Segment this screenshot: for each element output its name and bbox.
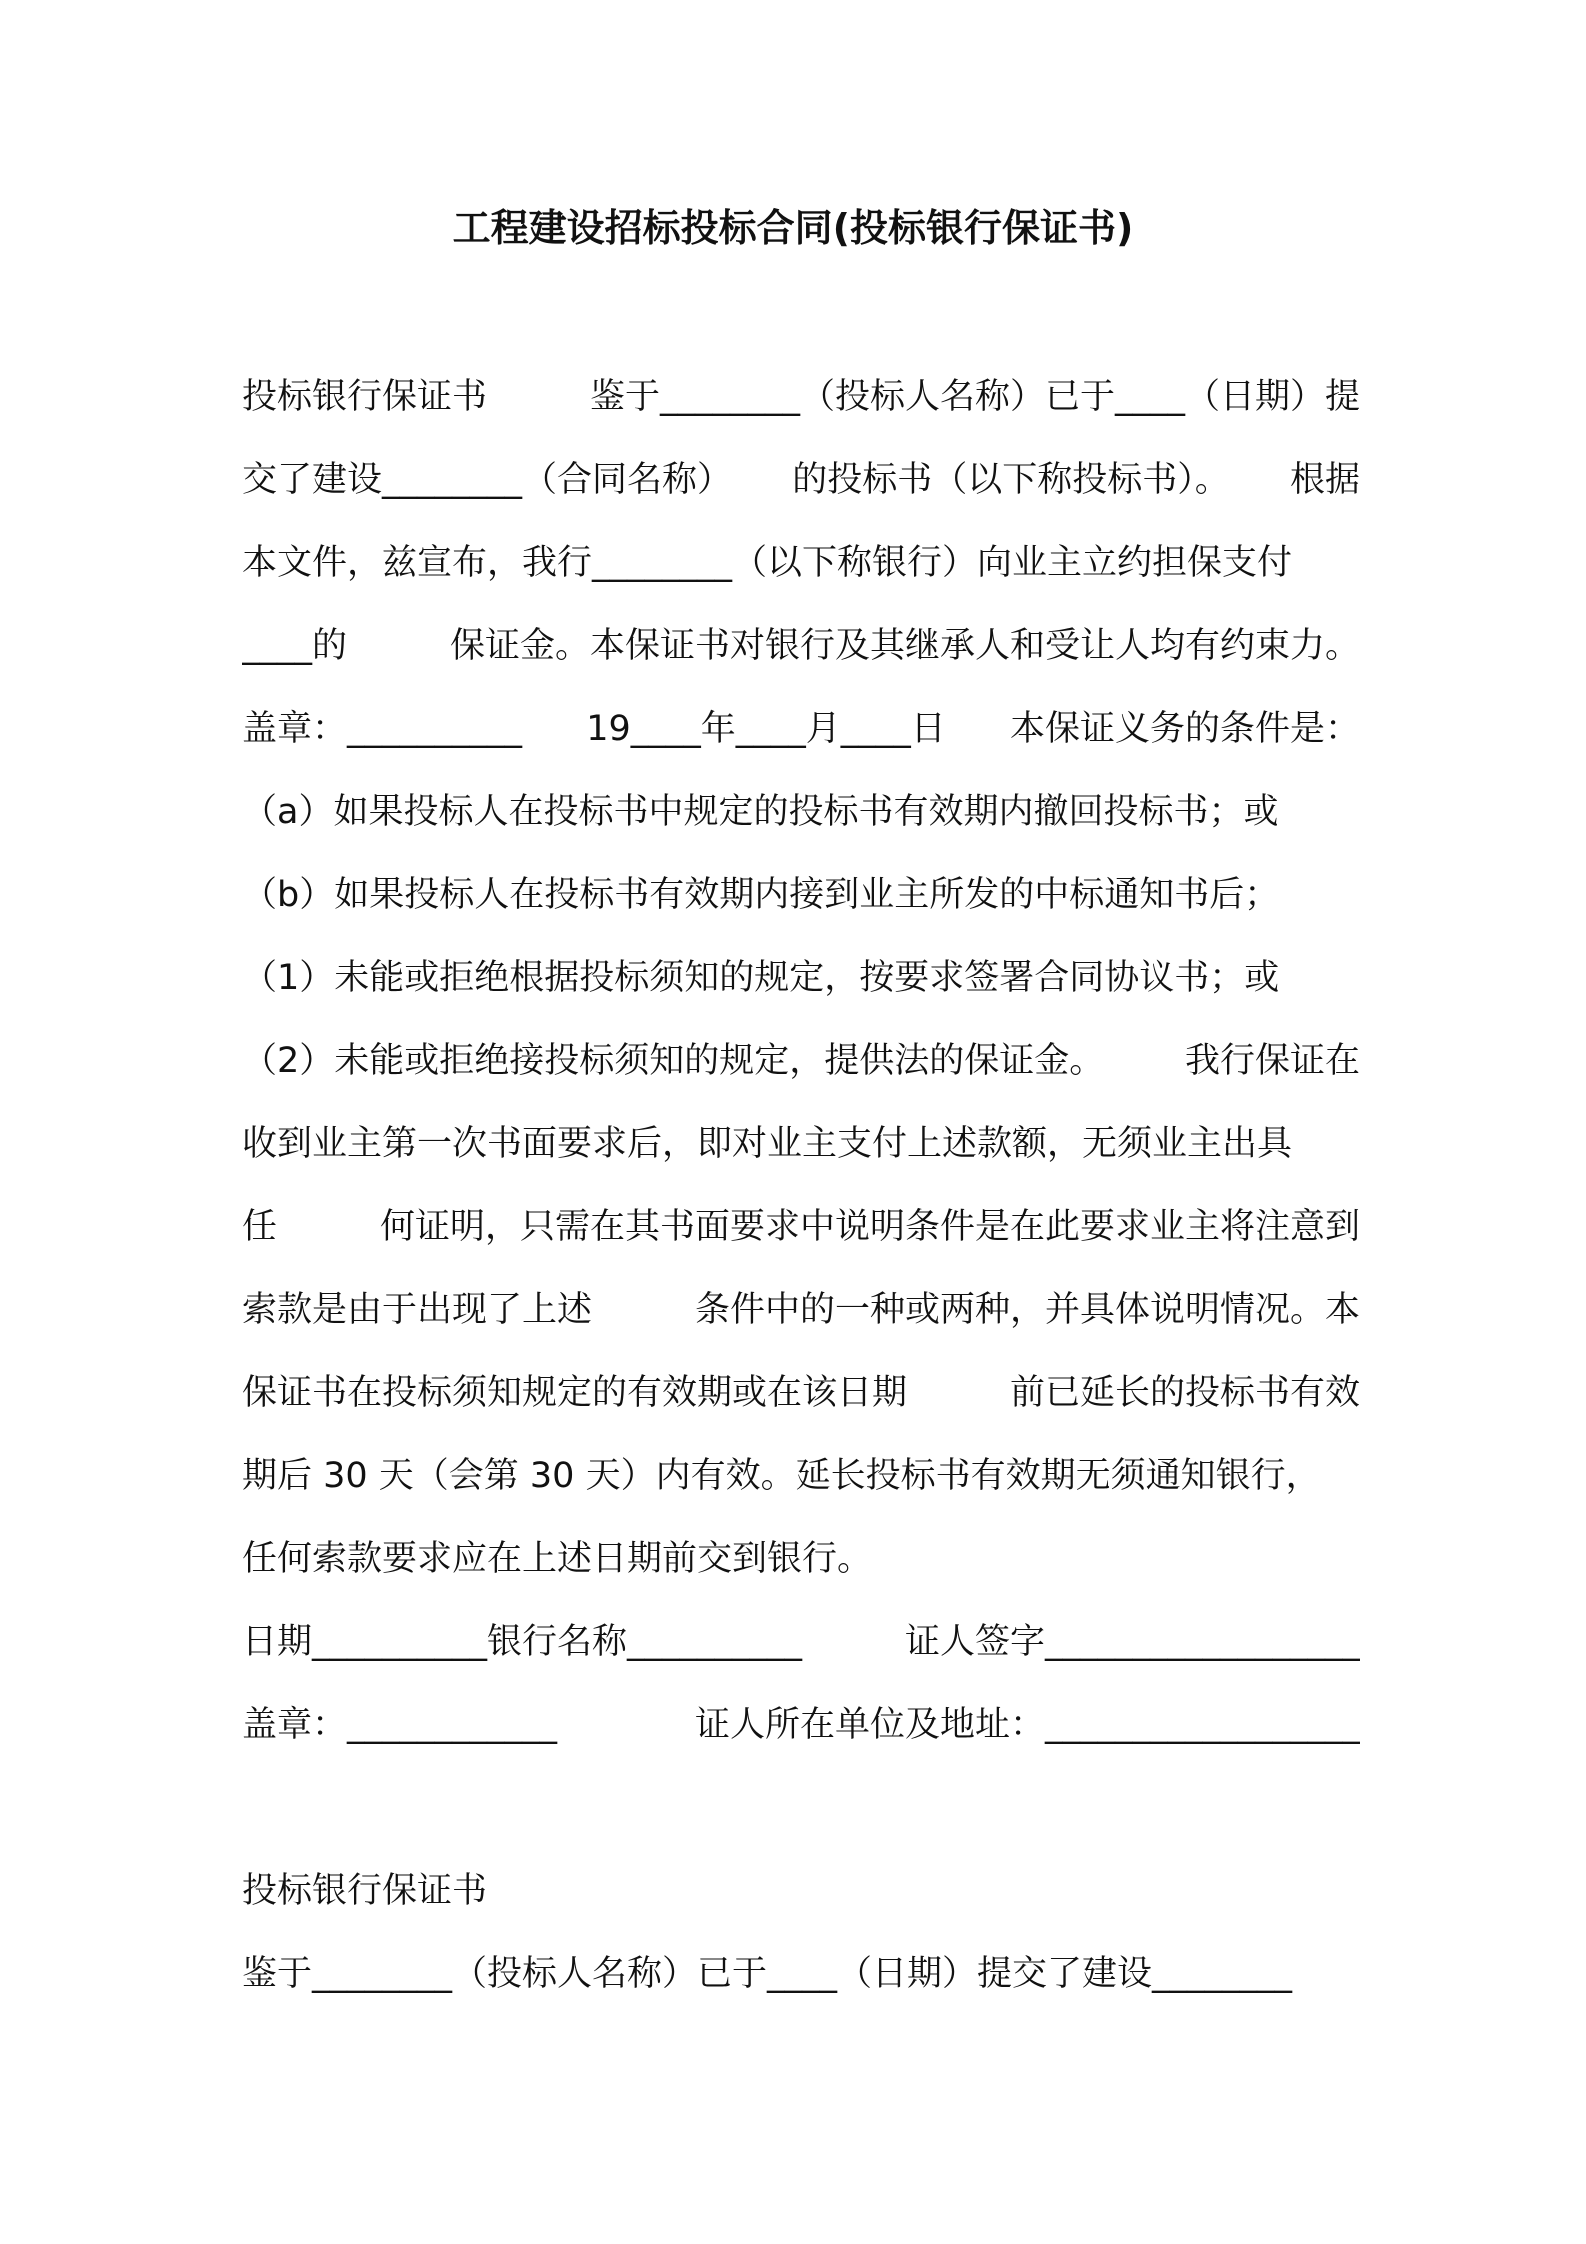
line-segment: 投标银行保证书 xyxy=(242,377,488,417)
line-segment: 期后 30 天（会第 30 天）内有效。延长投标书有效期无须通知银行， xyxy=(242,1456,1321,1496)
line-segment: 索款是由于出现了上述 xyxy=(242,1290,593,1330)
signature-line-1 xyxy=(242,1618,1360,1666)
paragraph-line-14 xyxy=(242,1452,1360,1500)
line-segment: 我行保证在 xyxy=(1184,1041,1360,1081)
line-segment: 任何索款要求应在上述日期前交到银行。 xyxy=(242,1539,873,1579)
signature-line-2 xyxy=(242,1701,1360,1749)
paragraph-line-13 xyxy=(242,1369,1360,1417)
line-segment: 盖章：____________ xyxy=(242,1705,558,1745)
line-segment: ____的 xyxy=(242,626,348,666)
paragraph-line-10 xyxy=(242,1120,1360,1168)
paragraph-line-9 xyxy=(242,1037,1360,1085)
paragraph-line-11 xyxy=(242,1203,1360,1251)
line-segment: 鉴于________（投标人名称）已于____（日期）提交了建设________ xyxy=(242,1954,1293,1994)
line-segment: 的投标书（以下称投标书）。 xyxy=(792,460,1230,500)
paragraph-line-12 xyxy=(242,1286,1360,1334)
paragraph-line-5 xyxy=(242,705,1360,753)
line-segment: 19____年____月____日 xyxy=(586,709,946,749)
line-segment: （a）如果投标人在投标书中规定的投标书有效期内撤回投标书；或 xyxy=(242,792,1279,832)
line-segment: 证人所在单位及地址：__________________ xyxy=(694,1705,1360,1745)
line-segment: 本保证义务的条件是： xyxy=(1009,709,1360,749)
line-segment: 条件中的一种或两种，并具体说明情况。本 xyxy=(694,1290,1360,1330)
line-segment: 前已延长的投标书有效 xyxy=(1009,1373,1360,1413)
line-segment: 鉴于________（投标人名称）已于____（日期）提 xyxy=(589,377,1360,417)
paragraph-line-8 xyxy=(242,954,1360,1002)
paragraph-line-2 xyxy=(242,456,1360,504)
paragraph-line-3 xyxy=(242,539,1360,587)
line-segment: 何证明，只需在其书面要求中说明条件是在此要求业主将注意到 xyxy=(379,1207,1360,1247)
line-segment: 保证书在投标须知规定的有效期或在该日期 xyxy=(242,1373,908,1413)
paragraph-line-16 xyxy=(242,1950,1360,1998)
line-segment: （2）未能或拒绝接投标须知的规定，提供法的保证金。 xyxy=(242,1041,1105,1081)
section-heading xyxy=(242,1867,1360,1915)
paragraph-line-15 xyxy=(242,1535,1360,1583)
line-segment: 本文件，兹宣布，我行________（以下称银行）向业主立约担保支付 xyxy=(242,543,1293,583)
line-segment: 根据 xyxy=(1289,460,1360,500)
line-segment: 证人签字__________________ xyxy=(904,1622,1360,1662)
line-segment: （b）如果投标人在投标书有效期内接到业主所发的中标通知书后； xyxy=(242,875,1280,915)
document-title: 工程建设招标投标合同(投标银行保证书) xyxy=(452,206,1134,250)
line-segment: 投标银行保证书 xyxy=(242,1871,488,1911)
line-segment: 保证金。本保证书对银行及其继承人和受让人均有约束力。 xyxy=(449,626,1360,666)
paragraph-line-1 xyxy=(242,373,1360,421)
line-segment: （1）未能或拒绝根据投标须知的规定，按要求签署合同协议书；或 xyxy=(242,958,1280,998)
paragraph-line-4 xyxy=(242,622,1360,670)
line-segment: 日期__________银行名称__________ xyxy=(242,1622,803,1662)
paragraph-line-6 xyxy=(242,788,1360,836)
line-segment: 收到业主第一次书面要求后，即对业主支付上述款额，无须业主出具 xyxy=(242,1124,1293,1164)
line-segment: 任 xyxy=(242,1207,278,1247)
line-segment: 交了建设________（合同名称） xyxy=(242,460,733,500)
paragraph-line-7 xyxy=(242,871,1360,919)
line-segment: 盖章：__________ xyxy=(242,709,523,749)
